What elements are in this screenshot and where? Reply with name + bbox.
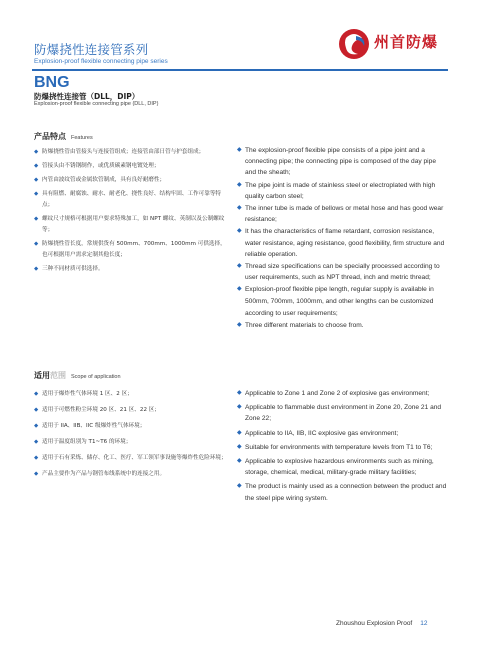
- diamond-bullet-icon: ◆: [34, 423, 39, 429]
- list-item: ◆ Explosion-proof flexible pipe length, regular supply is available in 500mm, 700mm, 1000mm, and other lengths can be customized: [237, 286, 434, 305]
- list-item: ◆ 适用于温度组别为 T1~T6 的环境；: [34, 437, 230, 448]
- list-item: ◆ Applicable to explosive hazardous environments such as mining, storage, chemical, medical, military-grade military facilities;: [237, 458, 434, 477]
- product-name-en: Explosion-proof flexible connecting pipe (DLL, DIP): [34, 101, 159, 107]
- diamond-bullet-icon: ◆: [34, 149, 39, 155]
- list-item: ◆ 适用于 IIA、IIB、IIC 级爆炸性气体环境；: [34, 421, 230, 432]
- list-item: ◆ Thread size specifications can be specially processed according to user requirements, such as NPT thread, inch and metric thread;: [237, 263, 440, 282]
- footer-company: Zhoushou Explosion Proof: [336, 620, 413, 627]
- list-item: ◆ 螺纹尺寸规格可根据用户要求特殊加工，如 NPT 螺纹、英制以及公制螺纹等；: [34, 216, 225, 233]
- scope-cn-list: [34, 389, 230, 480]
- diamond-bullet-icon: ◆: [34, 163, 39, 169]
- diamond-bullet-icon: ◆: [237, 429, 242, 436]
- list-item-continuation: according to user requirements;: [245, 309, 338, 317]
- list-item: ◆ The product is mainly used as a connection between the product and the steel pipe wiring system.: [237, 483, 447, 502]
- list-item: ◆ The inner tube is made of bellows or metal hose and has good wear resistance;: [237, 205, 444, 224]
- diamond-bullet-icon: ◆: [237, 147, 242, 153]
- diamond-bullet-icon: ◆: [237, 322, 242, 329]
- diamond-bullet-icon: ◆: [34, 216, 39, 222]
- features-cn-list: [34, 147, 230, 275]
- list-item: ◆ 三种不同材质可供选择。: [34, 264, 230, 275]
- scope-heading-cn-muted: 范围: [50, 371, 66, 380]
- scope-heading-en: Scope of application: [71, 374, 121, 380]
- features-heading-cn: 产品特点: [34, 132, 66, 141]
- diamond-bullet-icon: ◆: [34, 241, 39, 247]
- page-number: 12: [420, 620, 428, 627]
- list-item: ◆ 产品主要作为产品与钢管布线系统中的连接之用。: [34, 469, 230, 480]
- list-item: ◆ The explosion-proof flexible pipe consists of a pipe joint and a connecting pipe; the connecting pipe is composed of the day pipe and the sheath;: [237, 147, 436, 177]
- diamond-bullet-icon: ◆: [34, 391, 39, 397]
- list-item: ◆ It has the characteristics of flame retardant, corrosion resistance, water resistance, aging resistance, good flexibility, firm structure and reliable operation.: [237, 228, 445, 258]
- scope-heading: [34, 370, 121, 381]
- diamond-bullet-icon: ◆: [237, 228, 242, 235]
- features-heading-en: Features: [71, 135, 93, 141]
- scope-heading-cn: 适用: [34, 371, 50, 380]
- diamond-bullet-icon: ◆: [237, 458, 242, 465]
- diamond-bullet-icon: ◆: [237, 286, 242, 293]
- list-item: ◆ Applicable to Zone 1 and Zone 2 of explosive gas environment;: [237, 388, 447, 399]
- diamond-bullet-icon: ◆: [34, 455, 39, 461]
- diamond-bullet-icon: ◆: [34, 191, 39, 197]
- list-item: ◆ Suitable for environments with temperature levels from T1 to T6;: [237, 442, 447, 453]
- diamond-bullet-icon: ◆: [34, 471, 39, 477]
- list-item: ◆ 内管由波纹管或金属软管制成，具有良好耐磨性；: [34, 175, 230, 186]
- diamond-bullet-icon: ◆: [34, 266, 39, 272]
- list-item: ◆ Applicable to IIA, IIB, IIC explosive gas environment;: [237, 428, 447, 439]
- logo-text: 州首防爆: [374, 33, 439, 51]
- header-divider: [32, 69, 448, 71]
- product-name-cn: 防爆挠性连接管（DLL，DIP）: [34, 92, 140, 101]
- list-item: ◆ 防爆挠性管由管接头与连接管组成；连接管由部日管与护套组成；: [34, 147, 230, 158]
- diamond-bullet-icon: ◆: [34, 177, 39, 183]
- list-item: ◆ 适用于爆炸性气体环境 1 区、2 区；: [34, 389, 230, 400]
- page-footer: [336, 620, 427, 627]
- scope-en-list: [237, 388, 447, 504]
- list-item: ◆ 具有阻燃、耐腐蚀、耐水、耐老化、挠性良好、结构牢固、工作可靠等特点；: [34, 191, 222, 208]
- diamond-bullet-icon: ◆: [237, 443, 242, 450]
- list-item: ◆ Three different materials to choose from.: [237, 320, 447, 331]
- series-title-cn: 防爆挠性连接管系列: [34, 42, 149, 57]
- diamond-bullet-icon: ◆: [237, 263, 242, 270]
- product-model: BNG: [34, 74, 70, 91]
- diamond-bullet-icon: ◆: [237, 205, 242, 212]
- diamond-bullet-icon: ◆: [237, 483, 242, 490]
- list-item: ◆ The pipe joint is made of stainless steel or electroplated with high quality carbon steel;: [237, 181, 436, 200]
- diamond-bullet-icon: ◆: [237, 390, 242, 396]
- list-item: ◆ Applicable to flammable dust environment in Zone 20, Zone 21 and Zone 22;: [237, 404, 442, 423]
- features-heading: [34, 131, 93, 142]
- list-item: ◆ 适用于可燃性粉尘环境 20 区、21 区、22 区；: [34, 405, 230, 416]
- list-item: ◆ 适用于石有采炼、储存、化工、医疗、军工领军事设施等爆炸性危险环境；: [34, 453, 230, 464]
- features-en-list: [237, 145, 447, 331]
- diamond-bullet-icon: ◆: [237, 181, 242, 188]
- list-item: ◆ 管接头由不锈钢制作，或优质碳素钢电镀处理；: [34, 161, 230, 172]
- list-item: ◆ 防爆挠性管长度，常规供货有 500mm、700mm、1000mm 可供选择，也可根据用户需求定制其他长度；: [34, 241, 226, 258]
- series-title-en: Explosion-proof flexible connecting pipe series: [34, 58, 168, 65]
- diamond-bullet-icon: ◆: [237, 404, 242, 411]
- diamond-bullet-icon: ◆: [34, 407, 39, 413]
- diamond-bullet-icon: ◆: [34, 439, 39, 445]
